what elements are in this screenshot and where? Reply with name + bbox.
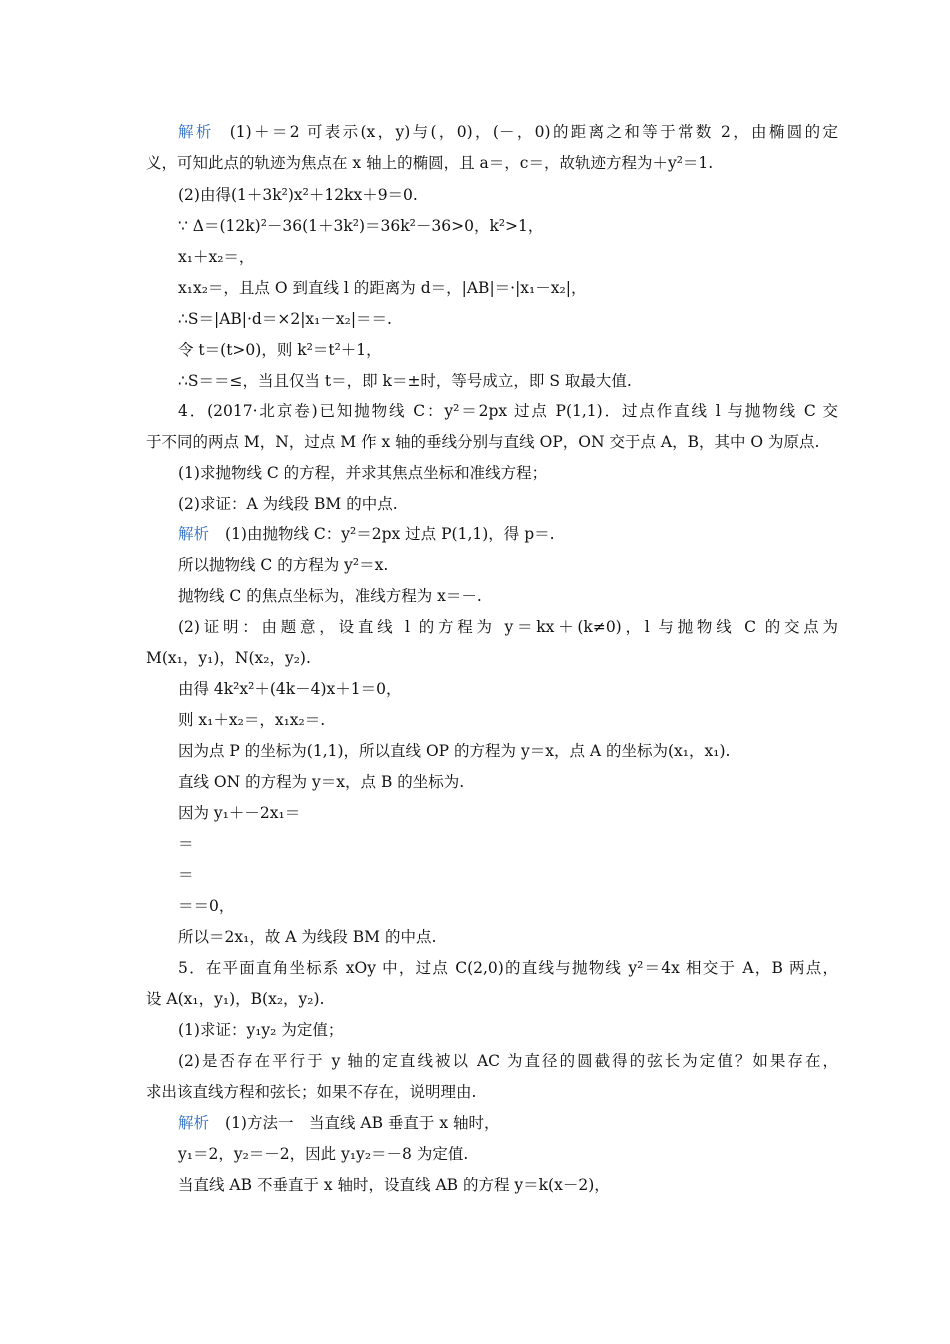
line-solution-4-11 [178,833,838,855]
line-problem-5-2 [146,988,806,1010]
line-text: 则 x₁＋x₂＝，x₁x₂＝. [178,711,326,729]
line-problem-5-4 [178,1050,838,1072]
line-problem-4-1 [178,400,838,422]
line-text: 令 t＝(t>0)，则 k²＝t²＋1， [178,341,382,359]
line-text: ＝ [178,835,194,853]
line-solution-3-5 [178,246,838,268]
line-text: 所以＝2x₁，故 A 为线段 BM 的中点. [178,928,437,946]
solution-label: 解析 [178,525,210,543]
line-solution-5-1 [178,1112,838,1134]
line-problem-4-2 [146,431,820,453]
line-solution-3-7 [178,308,838,330]
line-text: x₁x₂＝，且点 O 到直线 l 的距离为 d＝，|AB|＝·|x₁－x₂|， [178,279,587,297]
line-text: (2)证明：由题意，设直线 l 的方程为 y＝kx＋(k≠0)，l 与抛物线 C 的交点为 [178,618,838,636]
line-solution-4-6 [178,678,838,700]
line-text: 5．在平面直角坐标系 xOy 中，过点 C(2,0)的直线与抛物线 y²＝4x 相交于 A，B 两点， [178,959,838,977]
line-text: (1)方法一 当直线 AB 垂直于 x 轴时， [225,1114,500,1132]
line-solution-4-5 [146,647,806,669]
line-solution-4-10 [178,802,838,824]
line-text: (2)求证：A 为线段 BM 的中点. [178,495,398,513]
line-solution-4-1 [178,523,838,545]
line-text: 求出该直线方程和弦长；如果不存在，说明理由. [146,1083,477,1101]
line-solution-4-4 [178,616,838,638]
line-solution-3-3 [178,184,838,206]
line-text: 义，可知此点的轨迹为焦点在 x 轴上的椭圆，且 a＝，c＝，故轨迹方程为＋y²＝1. [146,154,714,172]
line-problem-5-1 [178,957,838,979]
line-text: 直线 ON 的方程为 y＝x，点 B 的坐标为. [178,773,465,791]
line-solution-4-8 [178,740,838,762]
line-problem-4-4 [178,493,838,515]
line-text: 因为点 P 的坐标为(1,1)，所以直线 OP 的方程为 y＝x，点 A 的坐标为(x₁，x₁). [178,742,731,760]
line-problem-4-3 [178,462,838,484]
line-text: (1)由抛物线 C：y²＝2px 过点 P(1,1)，得 p＝. [225,525,555,543]
line-text: 于不同的两点 M，N，过点 M 作 x 轴的垂线分别与直线 OP，ON 交于点 A，B，其中 O 为原点. [146,433,820,451]
line-solution-4-13 [178,895,838,917]
solution-label: 解析 [178,1114,210,1132]
line-text: y₁＝2，y₂＝－2，因此 y₁y₂＝－8 为定值. [178,1145,469,1163]
line-text: 设 A(x₁，y₁)，B(x₂，y₂). [146,990,325,1008]
line-solution-3-4 [178,215,838,237]
line-text: 抛物线 C 的焦点坐标为，准线方程为 x＝－. [178,587,482,605]
line-problem-5-5 [146,1081,806,1103]
line-text: ∴S＝＝≤，当且仅当 t＝，即 k＝±时，等号成立，即 S 取最大值. [178,372,632,390]
line-text: ＝ [178,866,194,884]
line-text: (2)是否存在平行于 y 轴的定直线被以 AC 为直径的圆截得的弦长为定值？如果存在， [178,1052,838,1070]
line-text: ∵ Δ＝(12k)²－36(1＋3k²)＝36k²－36>0，k²>1， [178,217,544,235]
line-solution-5-3 [178,1174,838,1196]
line-solution-4-3 [178,585,838,607]
line-solution-3-8 [178,339,838,361]
line-text: 当直线 AB 不垂直于 x 轴时，设直线 AB 的方程 y＝k(x－2)， [178,1176,610,1194]
line-solution-4-7 [178,709,838,731]
line-text: (1)求证：y₁y₂ 为定值； [178,1021,344,1039]
line-solution-3-6 [178,277,838,299]
line-solution-3-2 [146,152,806,174]
line-solution-4-2 [178,554,838,576]
line-text: M(x₁，y₁)，N(x₂，y₂). [146,649,311,667]
line-solution-5-2 [178,1143,838,1165]
line-text: 4．(2017·北京卷)已知抛物线 C：y²＝2px 过点 P(1,1)．过点作直线 l 与抛物线 C 交 [178,402,838,420]
line-solution-4-12 [178,864,838,886]
line-text: 因为 y₁＋－2x₁＝ [178,804,301,822]
line-text: (1)求抛物线 C 的方程，并求其焦点坐标和准线方程； [178,464,548,482]
line-problem-5-3 [178,1019,838,1041]
line-solution-3-9 [178,370,838,392]
line-text: 所以抛物线 C 的方程为 y²＝x. [178,556,389,574]
line-text: 由得 4k²x²＋(4k－4)x＋1＝0， [178,680,402,698]
line-text: (1)＋＝2 可表示(x，y)与(，0)，(－，0)的距离之和等于常数 2，由椭圆的定 [229,123,838,141]
line-text: ∴S＝|AB|·d＝×2|x₁－x₂|＝＝. [178,310,392,328]
line-solution-4-9 [178,771,838,793]
line-solution-3-1 [178,121,838,143]
line-text: x₁＋x₂＝， [178,248,255,266]
line-text: (2)由得(1＋3k²)x²＋12kx＋9＝0. [178,186,418,204]
solution-label: 解析 [178,123,214,141]
line-solution-4-14 [178,926,838,948]
line-text: ＝＝0， [178,897,235,915]
